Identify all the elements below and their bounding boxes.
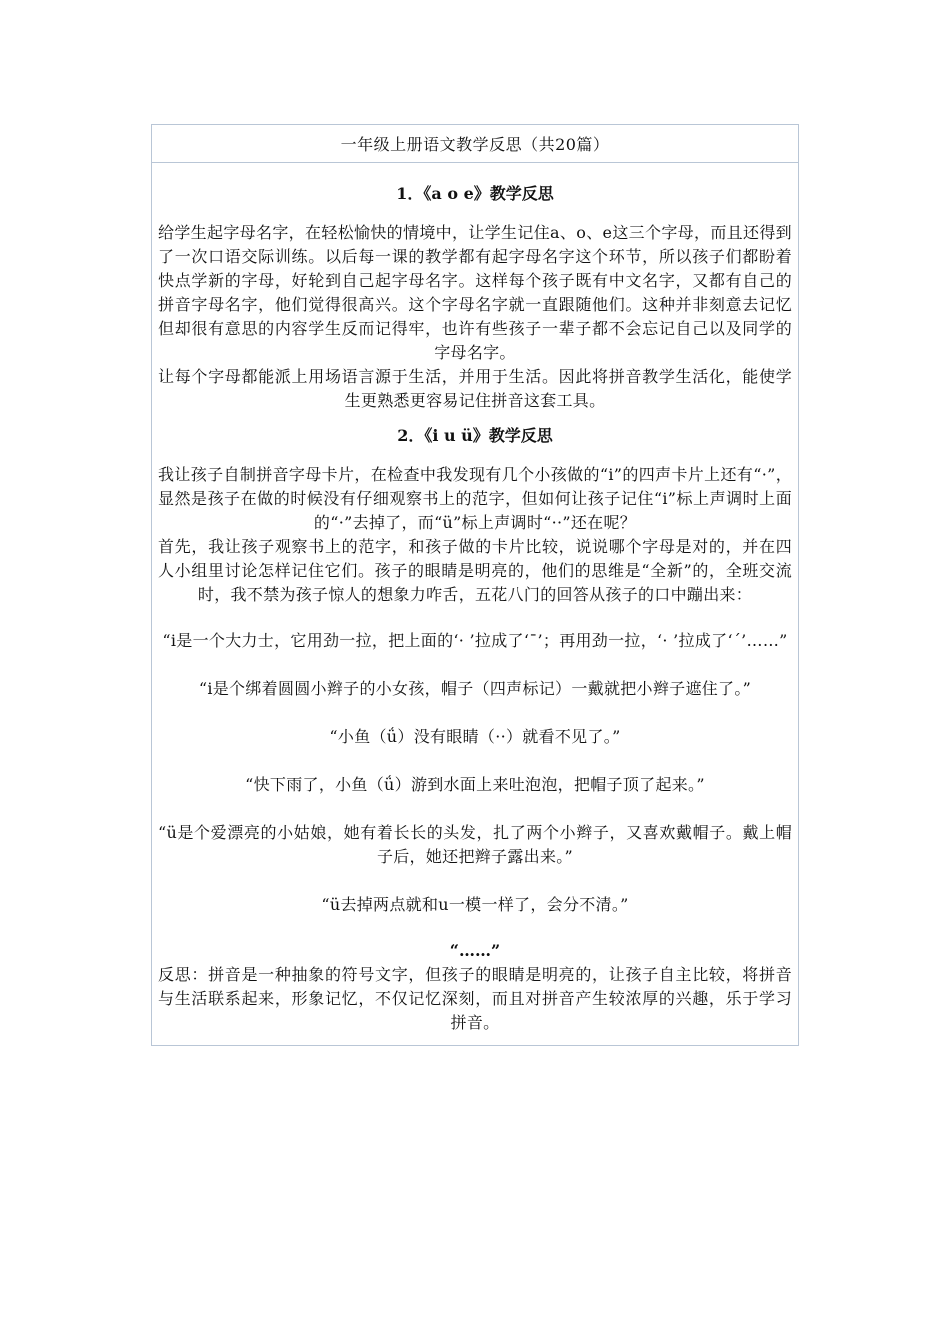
student-quote: “ü是个爱漂亮的小姑娘，她有着长长的头发，扎了两个小辫子，又喜欢戴帽子。戴上帽子后，她还把辫子露出来。” xyxy=(158,823,792,866)
document-table xyxy=(151,124,799,1046)
student-quote: “ü去掉两点就和u一模一样了，会分不清。” xyxy=(321,895,629,914)
paragraph: 我让孩子自制拼音字母卡片，在检查中我发现有几个小孩做的“i”的四声卡片上还有“·”，显然是孩子在做的时候没有仔细观察书上的范字，但如何让孩子记住“i”标上声调时上面的“·”去掉了，而“ü”标上声调时“··”还在呢？ xyxy=(158,465,792,532)
student-quote: “小鱼（ǘ）没有眼睛（··）就看不见了。” xyxy=(329,727,621,746)
section-heading-iuu: 2．《i u ü》教学反思 xyxy=(397,426,553,445)
student-quote: “快下雨了，小鱼（ǘ）游到水面上来吐泡泡，把帽子顶了起来。” xyxy=(245,775,705,794)
ellipsis-quote: “……” xyxy=(449,941,501,960)
reflection-paragraph: 反思：拼音是一种抽象的符号文字，但孩子的眼睛是明亮的，让孩子自主比较，将拼音与生活联系起来，形象记忆，不仅记忆深刻，而且对拼音产生较浓厚的兴趣，乐于学习拼音。 xyxy=(158,965,792,1032)
paragraph: 首先，我让孩子观察书上的范字，和孩子做的卡片比较，说说哪个字母是对的，并在四人小组里讨论怎样记住它们。孩子的眼睛是明亮的，他们的思维是“全新”的，全班交流时，我不禁为孩子惊人的想象力咋舌，五花八门的回答从孩子的口中蹦出来： xyxy=(158,537,792,604)
section-heading-aoe: 1．《a o e》教学反思 xyxy=(396,184,554,203)
paragraph: 给学生起字母名字，在轻松愉快的情境中，让学生记住a、o、e这三个字母，而且还得到了一次口语交际训练。以后每一课的教学都有起字母名字这个环节，所以孩子们都盼着快点学新的字母，好轮到自己起字母名字。这样每个孩子既有中文名字，又都有自己的拼音字母名字，他们觉得很高兴。这个字母名字就一直跟随他们。这种并非刻意去记忆但却很有意思的内容学生反而记得牢，也许有些孩子一辈子都不会忘记自己以及同学的字母名字。 xyxy=(158,223,792,362)
student-quote: “i是一个大力士，它用劲一拉，把上面的‘· ’拉成了‘ˉ’；再用劲一拉，‘· ’拉成了‘ˊ’……” xyxy=(162,631,788,650)
document-title: 一年级上册语文教学反思（共20篇） xyxy=(152,125,798,163)
paragraph: 让每个字母都能派上用场语言源于生活，并用于生活。因此将拼音教学生活化，能使学生更熟悉更容易记住拼音这套工具。 xyxy=(158,367,792,410)
document-content xyxy=(152,163,798,1045)
student-quote: “i是个绑着圆圆小辫子的小女孩，帽子（四声标记）一戴就把小辫子遮住了。” xyxy=(198,679,752,698)
